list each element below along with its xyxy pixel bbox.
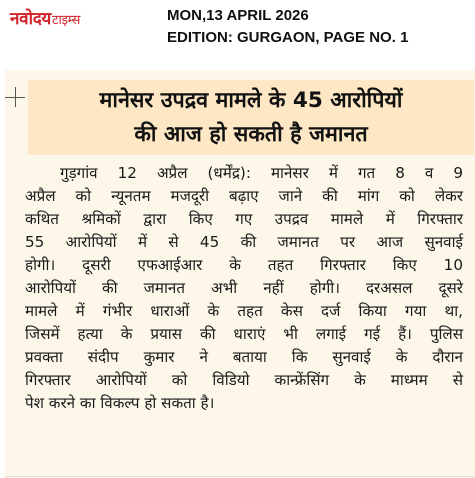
edition-date: MON,13 APRIL 2026 bbox=[167, 7, 309, 24]
body-line: गिरफ्तार आरोपियों को विडियो कान्फ्रेंसिंग के माध्मम से bbox=[25, 371, 463, 389]
body-line: होगी। दूसरी एफआईआर के तहत गिरफ्तार किए 10 bbox=[25, 256, 463, 274]
headline-line-1: मानेसर उपद्रव मामले के 45 आरोपियों bbox=[99, 88, 403, 113]
body-line: 55 आरोपियों में से 45 की जमानत पर आज सुनवाई bbox=[25, 233, 463, 251]
body-line: आरोपियों की जमानत अभी नहीं होगी। दरअसल दूसरे bbox=[25, 279, 463, 297]
clipping-bottom-edge bbox=[5, 476, 475, 477]
body-line: मामले में गंभीर धाराओं के तहत केस दर्ज किया गया था, bbox=[25, 302, 463, 320]
body-line: कथित श्रमिकों द्वारा किए गए उपद्रव मामले में गिरफ्तार bbox=[25, 210, 463, 228]
newspaper-logo bbox=[10, 6, 80, 29]
headline-line-2: की आज हो सकती है जमानत bbox=[134, 122, 368, 147]
crop-mark-icon-vertical bbox=[15, 87, 16, 107]
headline-box bbox=[28, 80, 474, 155]
masthead bbox=[0, 0, 475, 58]
body-line: प्रवक्ता संदीप कुमार ने बताया कि सुनवाई के दौरान bbox=[25, 348, 463, 366]
logo-sub-text: टाइम्स bbox=[51, 13, 81, 28]
body-line: पेश करने का विकल्प हो सकता है। bbox=[25, 394, 215, 412]
body-line: गुड़गांव 12 अप्रैल (धर्मेंद्र): मानेसर में गत 8 व 9 bbox=[60, 164, 463, 182]
logo-main-text: नवोदय bbox=[10, 9, 51, 29]
body-line: जिसमें हत्या के प्रयास की धाराएं भी लगाई गई हैं। पुलिस bbox=[25, 325, 463, 343]
body-line: अप्रैल को न्यूनतम मजदूरी बढ़ाए जाने की मांग को लेकर bbox=[25, 187, 463, 205]
edition-info: EDITION: GURGAON, PAGE NO. 1 bbox=[167, 29, 409, 46]
